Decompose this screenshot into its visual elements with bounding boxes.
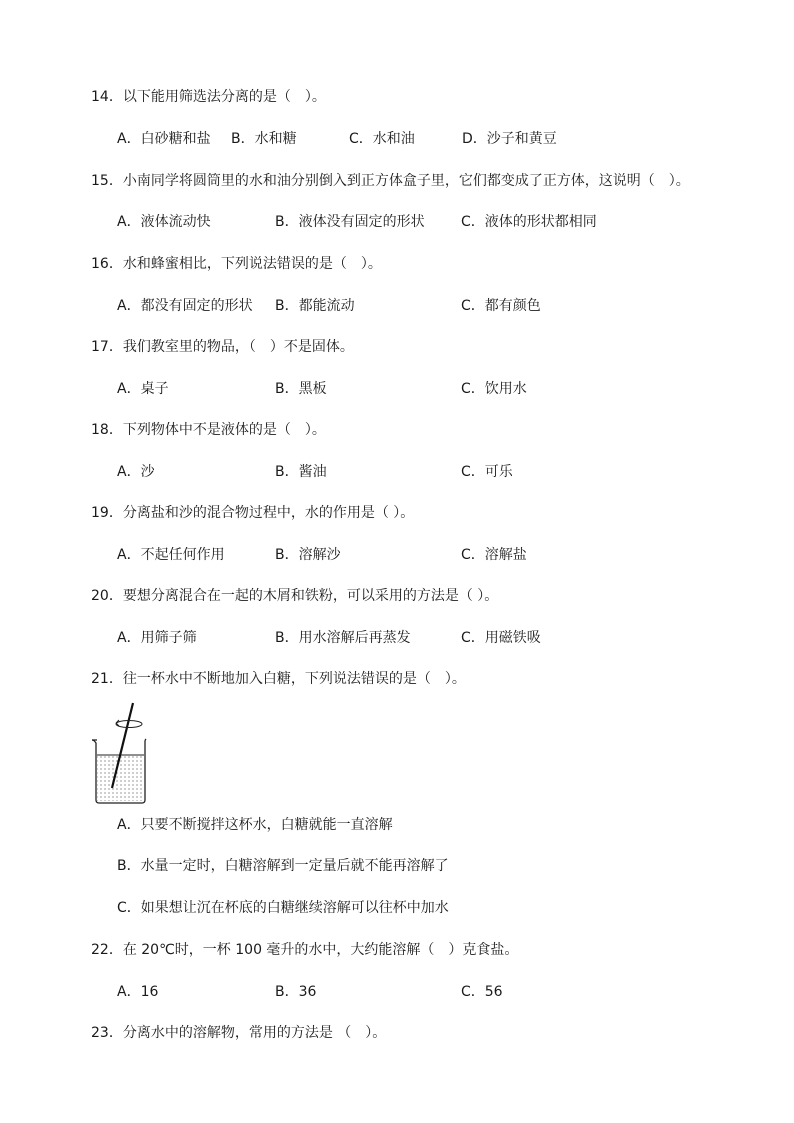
question-22-option-a: A．16 [117,984,159,1000]
question-22-option-b: B．36 [275,984,317,1000]
question-21-stem: 21．往一杯水中不断地加入白糖，下列说法错误的是（ ）。 [91,671,466,687]
question-14-option-d: D．沙子和黄豆 [462,131,557,147]
question-17-option-c: C．饮用水 [461,381,527,397]
question-21-option-b: B．水量一定时，白糖溶解到一定量后就不能再溶解了 [117,858,449,874]
question-23-stem: 23．分离水中的溶解物，常用的方法是 （ ）。 [91,1025,387,1041]
question-16-option-a: A．都没有固定的形状 [117,298,253,314]
question-17-stem: 17．我们教室里的物品，（ ）不是固体。 [91,339,354,355]
question-17-option-a: A．桌子 [117,381,169,397]
question-18-option-b: B．酱油 [275,464,327,480]
question-20-option-a: A．用筛子筛 [117,630,197,646]
question-20-stem: 20．要想分离混合在一起的木屑和铁粉，可以采用的方法是（ ）。 [91,588,499,604]
question-19-stem: 19．分离盐和沙的混合物过程中，水的作用是（ ）。 [91,505,415,521]
question-16-option-c: C．都有颜色 [461,298,541,314]
question-14-stem: 14．以下能用筛选法分离的是（ ）。 [91,89,326,105]
question-21-option-c: C．如果想让沉在杯底的白糖继续溶解可以往杯中加水 [117,900,449,916]
question-14-option-c: C．水和油 [349,131,415,147]
question-14-option-a: A．白砂糖和盐 [117,131,211,147]
question-19-option-b: B．溶解沙 [275,547,341,563]
question-15-option-b: B．液体没有固定的形状 [275,214,425,230]
question-15-option-a: A．液体流动快 [117,214,211,230]
question-22-option-c: C．56 [461,984,503,1000]
question-16-option-b: B．都能流动 [275,298,355,314]
beaker-stirring-illustration [88,700,160,808]
question-19-option-a: A．不起任何作用 [117,547,225,563]
question-17-option-b: B．黑板 [275,381,327,397]
question-18-option-c: C．可乐 [461,464,513,480]
question-18-option-a: A．沙 [117,464,155,480]
question-19-option-c: C．溶解盐 [461,547,527,563]
question-22-stem: 22．在 20℃时，一杯 100 毫升的水中，大约能溶解（ ）克食盐。 [91,942,519,958]
beaker-icon [88,700,160,808]
question-18-stem: 18．下列物体中不是液体的是（ ）。 [91,422,326,438]
question-21-option-a: A．只要不断搅拌这杯水，白糖就能一直溶解 [117,817,393,833]
question-14-option-b: B．水和糖 [231,131,297,147]
question-15-stem: 15．小南同学将圆筒里的水和油分别倒入到正方体盒子里，它们都变成了正方体，这说明（ ）。 [91,173,690,189]
question-16-stem: 16．水和蜂蜜相比，下列说法错误的是（ ）。 [91,256,382,272]
question-20-option-b: B．用水溶解后再蒸发 [275,630,411,646]
question-15-option-c: C．液体的形状都相同 [461,214,597,230]
question-20-option-c: C．用磁铁吸 [461,630,541,646]
